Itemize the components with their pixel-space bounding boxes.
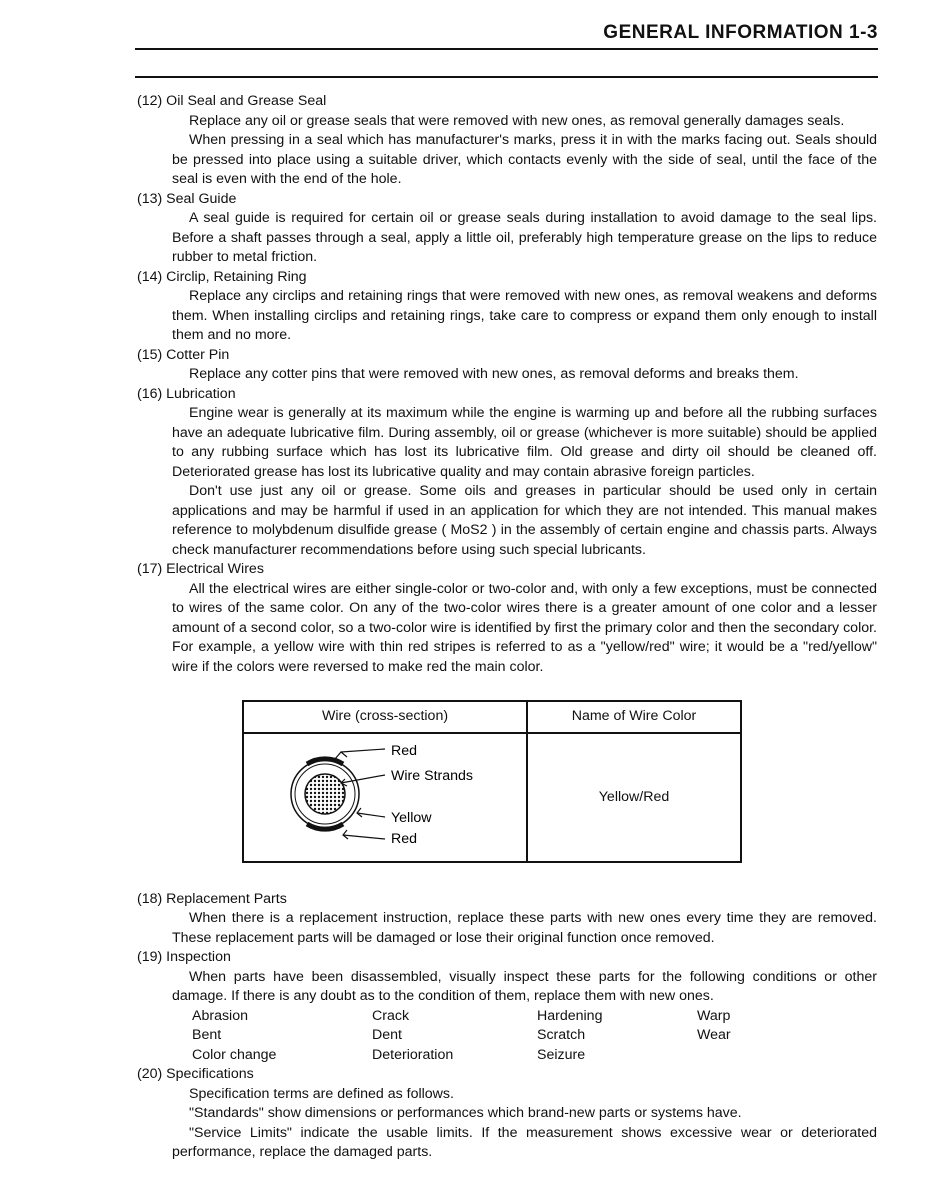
section-replacement-parts [137,890,877,949]
list-item: Warp [697,1007,731,1024]
wire-color-name: Yellow/Red [527,733,741,862]
paragraph: Replace any cotter pins that were removed with new ones, as removal deforms and breaks them. [189,366,799,382]
list-item: Bent [192,1027,222,1043]
red-stripe-bottom [307,824,343,829]
paragraph: "Standards" show dimensions or performances which brand-new parts or systems have. [189,1105,742,1121]
list-item: Hardening [537,1007,603,1024]
section-cotter-pin [137,346,877,385]
paragraph: Replace any oil or grease seals that were removed with new ones, as removal generally damages seals. [189,112,845,129]
header-rule-lower [135,76,878,78]
wire-cross-section-diagram [245,735,525,853]
section-inspection [137,948,877,1065]
section-lubrication [137,385,877,561]
section-title: (18) Replacement Parts [137,890,287,907]
section-electrical-wires [137,560,877,677]
section-title: (16) Lubrication [137,385,236,402]
table-header-wire: Wire (cross-section) [243,701,527,733]
section-title: (12) Oil Seal and Grease Seal [137,93,327,109]
section-oil-seal [137,92,877,190]
section-title: (20) Specifications [137,1066,254,1082]
paragraph: All the electrical wires are either single-color or two-color and, with only a few exceptions, must be connected to wires of the same color. On any of the two-color wires there is a greater amount of one color and a lesser amount of a second color, so a two-color wire is identified by first the primary color and then the secondary color. For example, a yellow wire with thin red stripes is referred to as a "yellow/red" wire; it would be a "red/yellow" wire if the colors were reversed to make red the main color. [172,580,877,675]
document-body [137,92,877,1163]
paragraph: "Service Limits" indicate the usable limits. If the measurement shows excessive wear or deteriorated performance, replace the damaged parts. [172,1124,877,1160]
paragraph: When parts have been disassembled, visually inspect these parts for the following conditions or other damage. If there is any doubt as to the condition of them, replace them with new ones. [172,968,877,1004]
section-title: (17) Electrical Wires [137,561,264,577]
label-yellow: Yellow [391,810,432,826]
section-circlip [137,268,877,346]
list-item: Wear [697,1027,731,1043]
section-title: (14) Circlip, Retaining Ring [137,268,307,285]
section-seal-guide [137,190,877,268]
paragraph: A seal guide is required for certain oil or grease seals during installation to avoid damage to the seal lips. Before a shaft passes through a seal, apply a little oil, preferably high temperature grease on the lips to reduce rubber to metal friction. [172,210,877,265]
section-title: (19) Inspection [137,949,231,965]
list-item: Dent [372,1027,402,1043]
list-item: Color change [192,1046,277,1063]
section-title: (15) Cotter Pin [137,346,230,363]
label-red-top: Red [391,743,418,759]
paragraph: Specification terms are defined as follows. [189,1085,454,1102]
wire-strands [305,774,345,814]
paragraph: When there is a replacement instruction, replace these parts with new ones every time they are removed. These replacement parts will be damaged or lose their original function once removed. [172,910,877,946]
paragraph: Don't use just any oil or grease. Some oils and greases in particular should be used only in certain applications and may be harmful if used in an application for which they are not intended. This manual makes reference to molybdenum disulfide grease ( MoS2 ) in the assembly of certain engine and chassis parts. Always check manufacturer recommendations before using such special lubricants. [172,483,877,558]
label-wire-strands: Wire Strands [391,768,473,784]
paragraph: Replace any circlips and retaining rings that were removed with new ones, as removal weakens and deforms them. When installing circlips and retaining rings, take care to compress or expand them only enough to install them and no more. [172,288,877,343]
red-stripe-top [307,759,343,764]
list-item: Abrasion [192,1007,248,1024]
list-item: Crack [372,1007,410,1024]
label-red-bottom: Red [391,831,418,847]
inspection-conditions-list [137,1007,877,1066]
section-specifications [137,1065,877,1163]
table-header-color: Name of Wire Color [527,701,741,733]
list-item: Seizure [537,1046,586,1063]
paragraph: When pressing in a seal which has manufacturer's marks, press it in with the marks facing out. Seals should be pressed into place using a suitable driver, which contacts evenly with the side of seal, until the face of the seal is even with the end of the hole. [172,132,877,187]
list-item: Deterioration [372,1046,454,1063]
section-title: (13) Seal Guide [137,190,237,207]
list-item: Scratch [537,1027,586,1043]
page-header: GENERAL INFORMATION 1-3 [603,22,878,43]
paragraph: Engine wear is generally at its maximum while the engine is warming up and before all the rubbing surfaces have an adequate lubricative film. During assembly, oil or grease (whichever is more suitable) should be applied to any rubbing surface which has lost its lubricative film. Old grease and dirty oil should be cleaned off. Deteriorated grease has lost its lubricative quality and may contain abrasive foreign particles. [172,405,877,480]
wire-diagram-cell [243,733,527,862]
wire-color-table [242,700,742,863]
header-rule [135,48,878,50]
